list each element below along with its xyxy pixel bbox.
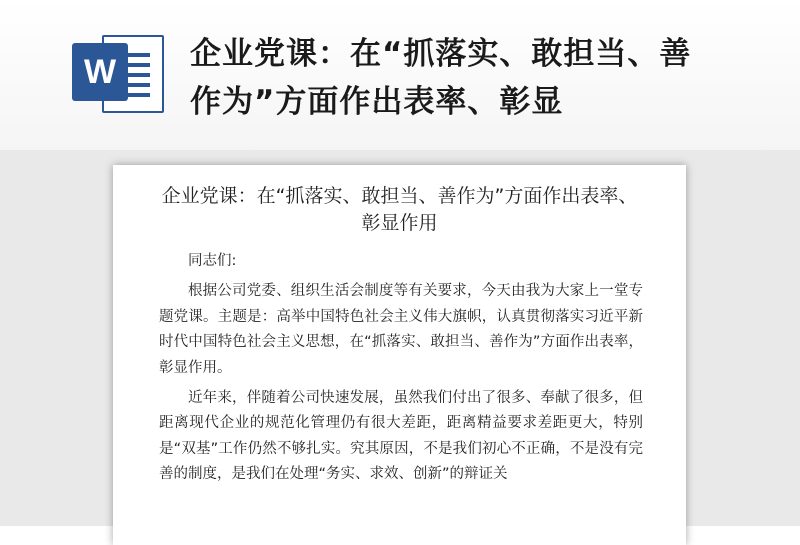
- page-title: 企业党课：在“抓落实、敢担当、善作为”方面作出表率、彰显: [190, 36, 692, 120]
- document-title: 企业党课：在“抓落实、敢担当、善作为”方面作出表率、彰显作用: [161, 185, 638, 234]
- paragraph: 近年来，伴随着公司快速发展，虽然我们付出了很多、奉献了很多，但距离现代企业的规范化管理仍有很大差距，距离精益要求差距更大，特别是“双基”工作仍然不够扎实。究其原因，不是我们初心不正确，不是没有完善的制度，是我们在处理“务实、求效、创新”的辩证关: [159, 390, 643, 483]
- document-page: [113, 165, 686, 545]
- paragraph: 根据公司党委、组织生活会制度等有关要求，今天由我为大家上一堂专题党课。主题是：高举中国特色社会主义伟大旗帜，认真贯彻落实习近平新时代中国特色社会主义思想，在“抓落实、敢担当、善作为”方面作出表率，彰显作用。: [159, 283, 643, 376]
- document-body: [159, 249, 643, 488]
- salutation: 同志们:: [188, 253, 237, 269]
- word-icon-letter: W: [72, 43, 128, 101]
- word-icon: [72, 29, 164, 115]
